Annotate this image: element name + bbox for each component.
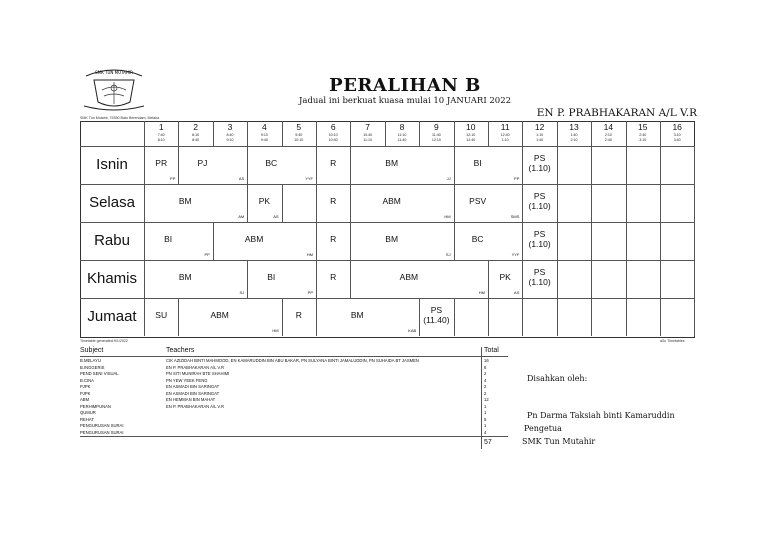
subject-total: 1 xyxy=(484,410,487,415)
period-start-time: 10:40 xyxy=(363,133,373,137)
lesson-teacher-code: AS xyxy=(273,214,279,219)
lesson-divider xyxy=(522,146,523,184)
lesson-teacher-code: PP xyxy=(204,252,210,257)
empty-period-divider xyxy=(694,222,695,260)
day-label: Rabu xyxy=(94,232,130,249)
empty-period-divider xyxy=(522,298,523,336)
period-end-time: 10:40 xyxy=(328,137,338,142)
period-end-time: 11:40 xyxy=(397,137,407,142)
lesson-subject: BC xyxy=(471,234,484,244)
header-divider xyxy=(80,356,508,357)
subject-teachers: EN ASMADI BIN SARINGAT xyxy=(166,384,220,389)
empty-period-divider xyxy=(591,260,592,298)
lesson-divider xyxy=(488,260,489,298)
lesson-divider xyxy=(350,184,351,222)
lesson-subject: BM xyxy=(178,196,192,206)
lesson-divider xyxy=(178,298,179,336)
empty-period-divider xyxy=(660,222,661,260)
period-header-divider xyxy=(213,121,214,146)
period-start-time: 12:40 xyxy=(500,133,510,137)
lesson-subject: BI xyxy=(267,272,276,282)
period-start-time: 3:10 xyxy=(673,133,681,137)
subject-total: 2 xyxy=(484,390,487,396)
subject-name: B.INGGERIS xyxy=(80,364,105,370)
day-label: Selasa xyxy=(89,194,135,211)
lesson-subject: BM xyxy=(385,158,399,168)
empty-period-divider xyxy=(591,146,592,184)
lesson-divider xyxy=(316,260,317,298)
period-end-time: 3:10 xyxy=(639,137,647,142)
subject-name: PJPK xyxy=(80,384,91,389)
period-end-time: 2:10 xyxy=(570,137,578,142)
lesson-divider xyxy=(247,184,248,222)
period-header-divider xyxy=(626,121,627,146)
empty-period-divider xyxy=(488,298,489,336)
period-end-time: 10:10 xyxy=(294,137,304,142)
period-header-divider xyxy=(454,121,455,146)
period-header-divider xyxy=(385,121,386,146)
empty-period-divider xyxy=(316,184,317,222)
empty-period-divider xyxy=(591,298,592,336)
period-number: 7 xyxy=(365,122,370,132)
lesson-time-note: (1.10) xyxy=(528,201,551,211)
empty-period-divider xyxy=(660,298,661,336)
lesson-divider xyxy=(454,298,455,336)
subject-teachers: EN ASMADI BIN SARINGAT xyxy=(166,390,220,396)
lesson-divider xyxy=(557,146,558,184)
lesson-teacher-code: JJ xyxy=(446,176,451,181)
period-end-time: 12:40 xyxy=(466,137,476,142)
period-start-time: 12:10 xyxy=(466,133,476,137)
lesson-subject: SU xyxy=(155,310,168,320)
lesson-teacher-code: AM xyxy=(238,214,245,219)
period-header-divider xyxy=(350,121,351,146)
period-start-time: 11:40 xyxy=(432,133,441,137)
software-note: aSc Timetables xyxy=(660,339,685,343)
lesson-teacher-code: HM xyxy=(478,290,485,295)
period-number: 8 xyxy=(399,122,405,132)
day-row-divider xyxy=(80,222,694,223)
lesson-subject: ABM xyxy=(399,272,419,282)
lesson-divider xyxy=(522,222,523,260)
lesson-subject: R xyxy=(330,272,337,282)
period-end-time: 3:40 xyxy=(673,137,681,142)
lesson-divider xyxy=(522,184,523,222)
lesson-divider xyxy=(557,184,558,222)
lesson-teacher-code: KAB xyxy=(408,328,417,333)
period-number: 1 xyxy=(158,122,164,132)
teachers-header: Teachers xyxy=(166,347,195,354)
subject-total: 4 xyxy=(484,377,487,383)
subjects-table xyxy=(80,347,508,449)
period-start-time: 2:10 xyxy=(604,133,612,137)
period-number: 4 xyxy=(262,122,267,132)
period-start-time: 11:10 xyxy=(397,133,407,137)
period-start-time: 10:10 xyxy=(328,133,338,137)
lesson-teacher-code: YYF xyxy=(305,176,313,181)
lesson-time-note: (1.10) xyxy=(528,277,551,287)
lesson-subject: BC xyxy=(265,158,278,168)
lesson-divider xyxy=(454,222,455,260)
lesson-subject: BM xyxy=(178,272,192,282)
period-number: 5 xyxy=(296,122,302,132)
day-row-divider xyxy=(80,184,694,185)
lesson-divider xyxy=(178,146,179,184)
period-start-time: 2:40 xyxy=(639,133,647,137)
lesson-subject: PK xyxy=(258,196,271,206)
period-number: 13 xyxy=(569,122,579,132)
subject-name: PERHIMPUNAN xyxy=(80,403,111,409)
lesson-teacher-code: HM xyxy=(306,252,313,257)
lesson-subject: ABM xyxy=(210,310,229,320)
empty-period-divider xyxy=(626,298,627,336)
lesson-divider xyxy=(350,222,351,260)
subject-name: B.CINA xyxy=(80,377,94,383)
lesson-divider xyxy=(282,184,283,222)
svg-text:SMK TUN MUTAHIR: SMK TUN MUTAHIR xyxy=(95,70,133,75)
empty-period-divider xyxy=(694,146,695,184)
teacher-name: EN P. PRABHAKARAN A/L V.R xyxy=(536,107,697,119)
lesson-divider xyxy=(316,222,317,260)
lesson-teacher-code: SJ xyxy=(445,252,451,257)
period-start-time: 8:40 xyxy=(226,133,234,137)
lesson-divider xyxy=(454,146,455,184)
signatory-position: Pengetua xyxy=(524,424,562,433)
grand-total: 57 xyxy=(484,439,492,446)
period-number: 16 xyxy=(672,122,682,132)
lesson-subject: R xyxy=(330,234,337,244)
lesson-subject: PS xyxy=(430,305,443,315)
lesson-divider xyxy=(316,298,317,336)
lesson-teacher-code: AS xyxy=(514,290,520,295)
lesson-teacher-code: SMS xyxy=(510,214,520,219)
school-logo xyxy=(80,66,148,112)
subject-total: 12 xyxy=(484,397,489,402)
lesson-time-note: (1.10) xyxy=(528,239,551,249)
lesson-divider xyxy=(247,146,248,184)
period-header-divider xyxy=(591,121,592,146)
empty-period-divider xyxy=(557,298,558,336)
subject-name: PJPK xyxy=(80,390,91,396)
empty-period-divider xyxy=(626,260,627,298)
subject-teachers: CIK AZIZIDAH BINTI MAHMOOD, EN KAMARUDDIN BIN ABU BAKAR, PN SULYANA BINTI JAMALUDDIN, PN SUHAIDA BT JASMEN xyxy=(166,358,419,363)
period-end-time: 1:10 xyxy=(501,137,509,142)
subject-name: PEND SENI VISUAL xyxy=(80,371,119,376)
period-end-time: 12:10 xyxy=(431,137,441,142)
subject-row xyxy=(80,430,508,437)
empty-period-divider xyxy=(660,260,661,298)
school-address: SMK Tun Mutahir, 75350 Batu Berendam, Melaka xyxy=(80,116,160,120)
page-title: PERALIHAN B xyxy=(329,75,481,96)
period-number: 15 xyxy=(638,122,648,132)
day-row-divider xyxy=(80,260,694,261)
lesson-divider xyxy=(350,260,351,298)
subject-total: 2 xyxy=(484,384,487,389)
lesson-divider xyxy=(213,222,214,260)
period-number: 3 xyxy=(227,122,233,132)
period-header-divider xyxy=(247,121,248,146)
lesson-divider xyxy=(419,298,420,336)
period-number: 14 xyxy=(603,122,614,132)
subject-total: 1 xyxy=(484,403,487,409)
lesson-subject: BM xyxy=(385,234,399,244)
period-header-divider xyxy=(660,121,661,146)
lesson-teacher-code: PP xyxy=(307,290,313,295)
subject-total: 6 xyxy=(484,364,487,370)
empty-period-divider xyxy=(660,184,661,222)
empty-period-divider xyxy=(626,222,627,260)
period-end-time: 2:40 xyxy=(604,137,612,142)
lesson-divider xyxy=(454,184,455,222)
signatory-name: Pn Darma Taksiah binti Kamaruddin xyxy=(527,411,675,420)
generated-note: Timetable generated:9/1/2022 xyxy=(80,339,128,343)
period-end-time: 8:40 xyxy=(192,137,200,142)
lesson-subject: BI xyxy=(164,234,173,244)
period-number: 6 xyxy=(330,122,336,132)
period-end-time: 1:40 xyxy=(536,137,544,142)
period-end-time: 8:10 xyxy=(157,137,165,142)
subject-name: PENGURUSAN SURAI xyxy=(80,423,124,428)
lesson-subject: ABM xyxy=(244,234,264,244)
subject-teachers: EN P. PRABHAKARAN A/L V.R xyxy=(166,364,225,370)
empty-period-divider xyxy=(660,146,661,184)
day-label: Khamis xyxy=(86,270,138,287)
period-end-time: 9:10 xyxy=(226,137,234,142)
lesson-divider xyxy=(557,222,558,260)
subject-total: 16 xyxy=(484,358,489,363)
period-start-time: 9:40 xyxy=(295,133,303,137)
empty-period-divider xyxy=(694,184,695,222)
subject-total: 1 xyxy=(484,423,487,428)
lesson-subject: BI xyxy=(473,158,482,168)
period-start-time: 7:40 xyxy=(157,133,165,137)
approved-by-label: Disahkan oleh: xyxy=(527,374,588,383)
subject-name: PENGURUSAN SURAI xyxy=(80,429,124,435)
lesson-subject: PSV xyxy=(469,196,487,206)
empty-period-divider xyxy=(694,260,695,298)
empty-period-divider xyxy=(694,298,695,336)
period-start-time: 8:10 xyxy=(192,133,200,137)
day-label: Jumaat xyxy=(87,308,137,325)
timetable-grid xyxy=(80,121,695,338)
period-end-time: 9:40 xyxy=(260,137,268,142)
page-subtitle: Jadual ini berkuat kuasa mulai 10 JANUARI 2022 xyxy=(298,96,512,106)
lesson-subject: PS xyxy=(533,191,546,201)
subject-name: QUMUR xyxy=(80,410,96,415)
lesson-subject: R xyxy=(295,310,302,320)
lesson-time-note: (11.40) xyxy=(423,315,450,325)
lesson-subject: ABM xyxy=(382,196,401,206)
signatory-school: SMK Tun Mutahir xyxy=(522,437,596,446)
period-header-divider xyxy=(522,121,523,146)
lesson-teacher-code: HM xyxy=(444,214,451,219)
empty-period-divider xyxy=(626,184,627,222)
lesson-teacher-code: SJ xyxy=(239,290,245,295)
subject-name: REHAT xyxy=(80,416,94,422)
total-header: Total xyxy=(484,347,499,354)
lesson-subject: R xyxy=(330,158,337,168)
subject-total: 4 xyxy=(484,429,487,435)
period-number: 2 xyxy=(193,122,198,132)
period-end-time: 11:10 xyxy=(363,137,372,142)
lesson-subject: PS xyxy=(533,229,546,239)
lesson-subject: BM xyxy=(350,310,364,320)
subject-teachers: EN HEMMAN BIN MAHAT xyxy=(166,397,216,402)
lesson-teacher-code: HM xyxy=(272,328,279,333)
period-header-divider xyxy=(557,121,558,146)
lesson-teacher-code: PP xyxy=(170,176,176,181)
lesson-divider xyxy=(557,260,558,298)
empty-period-divider xyxy=(626,146,627,184)
period-number: 9 xyxy=(434,122,439,132)
period-start-time: 1:10 xyxy=(536,133,544,137)
period-header-divider xyxy=(488,121,489,146)
lesson-teacher-code: PP xyxy=(514,176,520,181)
lesson-subject: PK xyxy=(499,272,511,282)
lesson-teacher-code: AS xyxy=(238,176,245,181)
period-header-divider xyxy=(178,121,179,146)
subject-teachers: PN SITI MUNIRAH BTE SHAHIMI xyxy=(166,371,230,376)
lesson-subject: PJ xyxy=(197,158,208,168)
empty-period-divider xyxy=(591,184,592,222)
period-header-divider xyxy=(419,121,420,146)
header-row-divider xyxy=(80,146,694,147)
day-label: Isnin xyxy=(96,156,128,173)
subject-teachers: EN P. PRABHAKARAN A/L V.R xyxy=(166,403,225,409)
period-number: 11 xyxy=(500,122,510,132)
subject-total: 5 xyxy=(484,416,487,422)
lesson-divider xyxy=(350,146,351,184)
lesson-subject: PR xyxy=(155,158,168,168)
subject-name: ABM xyxy=(80,397,90,402)
period-start-time: 9:10 xyxy=(260,133,268,137)
lesson-subject: PS xyxy=(533,267,546,277)
lesson-divider xyxy=(282,298,283,336)
lesson-teacher-code: YYF xyxy=(511,252,520,257)
grid-frame xyxy=(80,121,695,338)
lesson-subject: PS xyxy=(533,153,546,163)
day-row-divider xyxy=(80,298,694,299)
period-start-time: 1:40 xyxy=(570,133,578,137)
lesson-divider xyxy=(316,146,317,184)
day-column-divider xyxy=(144,121,145,336)
subject-header: Subject xyxy=(80,347,104,354)
subject-teachers: PN YEW YEEK FENG xyxy=(166,377,208,383)
subject-total: 2 xyxy=(484,371,487,376)
subject-name: B.MELAYU xyxy=(80,358,101,363)
period-header-divider xyxy=(316,121,317,146)
period-number: 12 xyxy=(534,122,545,132)
period-header-divider xyxy=(282,121,283,146)
lesson-subject: R xyxy=(330,196,337,206)
period-number: 10 xyxy=(466,122,476,132)
lesson-time-note: (1.10) xyxy=(528,163,551,173)
empty-period-divider xyxy=(591,222,592,260)
lesson-divider xyxy=(522,260,523,298)
lesson-divider xyxy=(247,260,248,298)
